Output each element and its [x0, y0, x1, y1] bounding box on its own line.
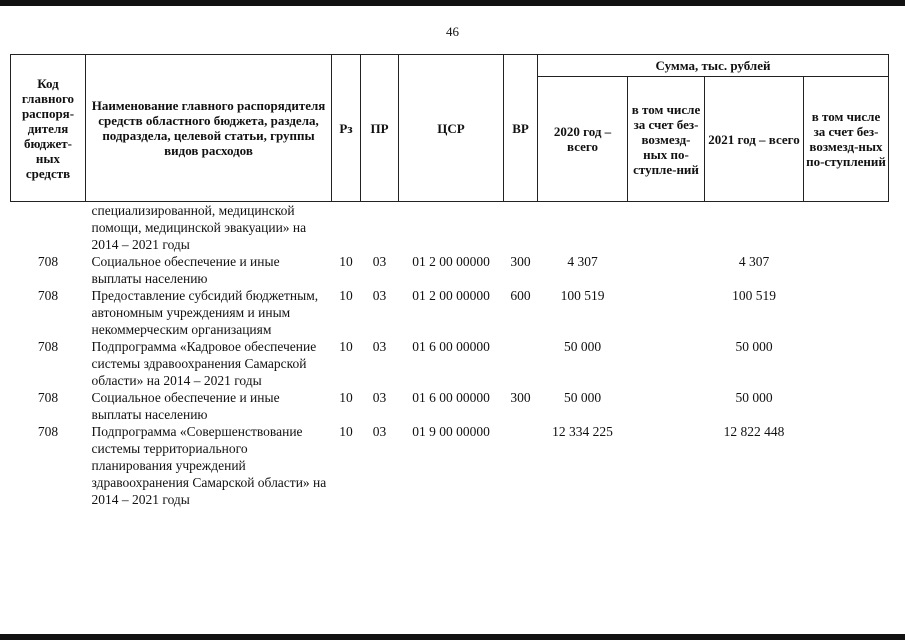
cell-rz: 10 — [339, 339, 353, 354]
cell-rz: 10 — [339, 424, 353, 439]
header-sum-group: Сумма, тыс. рублей — [538, 55, 889, 77]
header-rz: Рз — [332, 55, 361, 202]
header-2021-total: 2021 год – всего — [705, 77, 804, 202]
cell-name: Предоставление субсидий бюджетным, автономным учреждениям и иным некоммерческим организациям — [91, 288, 319, 337]
header-csr: ЦСР — [399, 55, 504, 202]
cell-csr — [399, 202, 504, 254]
cell-vr — [504, 423, 538, 508]
cell-pr: 03 — [372, 424, 387, 439]
table-header — [11, 55, 889, 202]
cell-csr: 01 6 00 00000 — [412, 390, 490, 405]
cell-code: 708 — [37, 254, 59, 269]
cell-name: Подпрограмма «Кадровое обеспечение системы здравоохранения Самарской области» на 2014 – 2021 годы — [91, 339, 317, 388]
cell-2021-grant — [804, 338, 889, 389]
table-row — [11, 389, 889, 423]
cell-code — [11, 202, 86, 254]
cell-csr: 01 2 00 00000 — [412, 254, 490, 269]
header-vr: ВР — [504, 55, 538, 202]
cell-code: 708 — [37, 424, 59, 439]
cell-2021: 50 000 — [735, 339, 773, 354]
cell-2020-grant — [628, 389, 705, 423]
cell-2021: 4 307 — [738, 254, 770, 269]
page-number: 46 — [446, 24, 459, 39]
cell-2021-grant — [804, 423, 889, 508]
cell-2020: 50 000 — [563, 339, 602, 354]
cell-name: Подпрограмма «Совершенствование системы территориального планирования учреждений здравоохранения Самарской области» на 2014 – 2021 годы — [91, 424, 327, 507]
cell-2020: 100 519 — [560, 288, 605, 303]
cell-pr: 03 — [372, 390, 387, 405]
table-row — [11, 423, 889, 508]
cell-vr: 300 — [510, 254, 531, 269]
cell-code: 708 — [37, 390, 59, 405]
cell-vr: 600 — [510, 288, 531, 303]
cell-pr: 03 — [372, 254, 387, 269]
cell-name: Социальное обеспечение и иные выплаты населению — [91, 254, 280, 286]
cell-pr: 03 — [372, 288, 387, 303]
table-row — [11, 202, 889, 254]
header-2020-total: 2020 год – всего — [538, 77, 628, 202]
cell-2021: 50 000 — [735, 390, 773, 405]
cell-2020: 12 334 225 — [552, 424, 613, 439]
header-code: Код главного распоря-дителя бюджет-ных средств — [11, 55, 86, 202]
cell-pr — [361, 202, 399, 254]
cell-2020 — [538, 202, 628, 254]
cell-2021: 100 519 — [732, 288, 776, 303]
cell-2021-grant — [804, 389, 889, 423]
cell-2020: 50 000 — [563, 390, 602, 405]
cell-vr — [504, 338, 538, 389]
cell-name: специализированной, медицинской помощи, медицинской эвакуации» на 2014 – 2021 годы — [91, 203, 307, 252]
cell-2020-grant — [628, 287, 705, 338]
cell-code: 708 — [37, 339, 59, 354]
cell-rz: 10 — [339, 254, 353, 269]
cell-2020-grant — [628, 423, 705, 508]
cell-pr: 03 — [372, 339, 387, 354]
header-2021-grant: в том числе за счет без-возмезд-ных по-ступлений — [804, 77, 889, 202]
top-rule — [0, 0, 905, 6]
cell-2021: 12 822 448 — [723, 424, 785, 439]
cell-2021-grant — [804, 202, 889, 254]
cell-2020-grant — [628, 253, 705, 287]
bottom-rule — [0, 634, 905, 640]
table-row — [11, 287, 889, 338]
cell-vr — [504, 202, 538, 254]
cell-2021-grant — [804, 253, 889, 287]
cell-csr: 01 9 00 00000 — [412, 424, 490, 439]
table-body — [11, 202, 889, 509]
cell-csr: 01 2 00 00000 — [412, 288, 490, 303]
cell-rz — [332, 202, 361, 254]
cell-rz: 10 — [339, 288, 353, 303]
header-pr: ПР — [361, 55, 399, 202]
cell-2020-grant — [628, 202, 705, 254]
cell-rz: 10 — [339, 390, 353, 405]
header-name: Наименование главного распорядителя средств областного бюджета, раздела, подраздела, целевой статьи, группы видов расходов — [86, 55, 332, 202]
table-row — [11, 338, 889, 389]
cell-csr: 01 6 00 00000 — [412, 339, 490, 354]
table-row — [11, 253, 889, 287]
cell-vr: 300 — [510, 390, 531, 405]
cell-2021 — [705, 202, 804, 254]
cell-name: Социальное обеспечение и иные выплаты населению — [91, 390, 280, 422]
cell-2021-grant — [804, 287, 889, 338]
header-2020-grant: в том числе за счет без-возмезд-ных по-ступле-ний — [628, 77, 705, 202]
cell-2020-grant — [628, 338, 705, 389]
budget-table — [10, 54, 889, 508]
cell-2020: 4 307 — [567, 254, 598, 269]
cell-code: 708 — [37, 288, 59, 303]
